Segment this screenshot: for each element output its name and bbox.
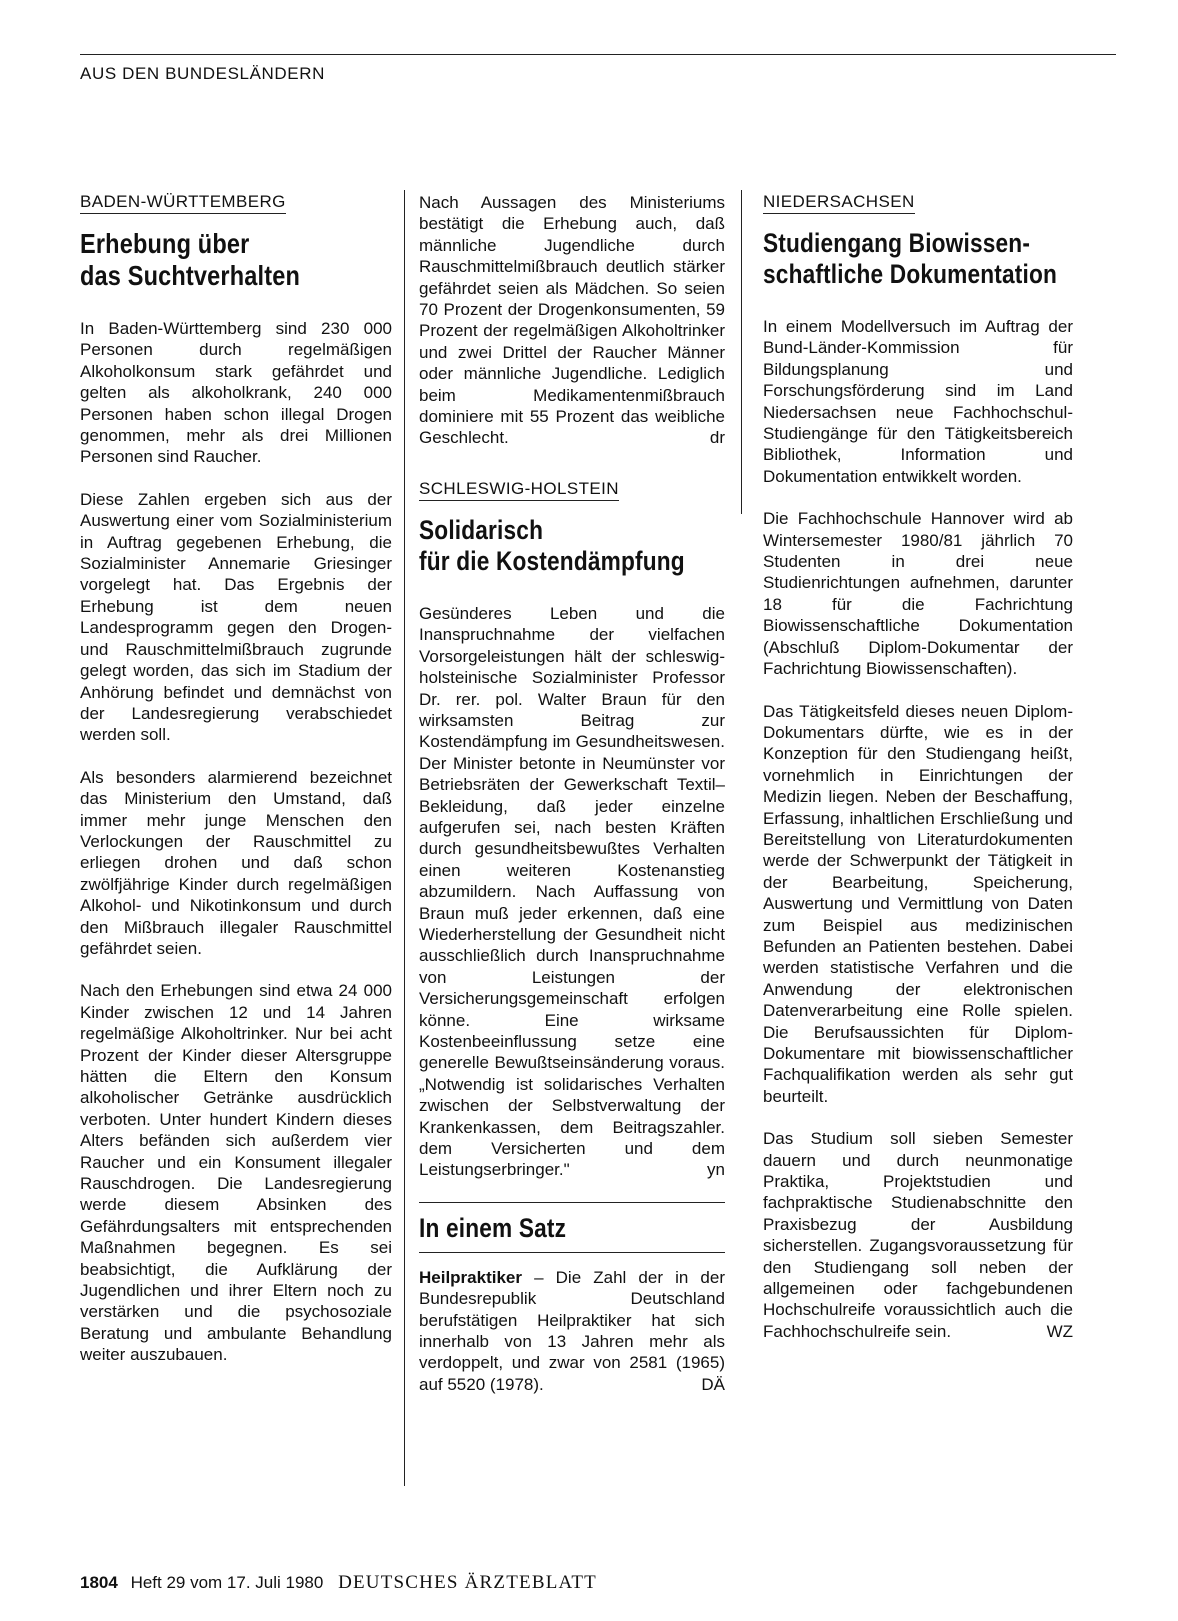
page-number: 1804 xyxy=(80,1573,118,1592)
author-signature: yn xyxy=(707,1160,725,1180)
region-label: BADEN-WÜRTTEMBERG xyxy=(80,192,286,214)
region-label: NIEDERSACHSEN xyxy=(763,192,915,214)
article-title-line: das Suchtverhalten xyxy=(80,260,301,291)
issue-info: Heft 29 vom 17. Juli 1980 xyxy=(130,1573,324,1592)
article-paragraph: Als besonders alarmierend bezeichnet das Ministerium den Umstand, daß immer mehr junge Menschen den Verlockungen der Rauschmittel zu erliegen drohen und daß schon zwölfjährige Kinder durch regelmäßigen Alkohol- und Nikotinkonsum und durch den Mißbrauch illegaler Rauschmittel gefährdet seien. xyxy=(80,767,392,958)
masthead: DEUTSCHES ÄRZTEBLATT xyxy=(338,1572,597,1593)
article-paragraph xyxy=(419,192,725,449)
article-paragraph: Das Tätigkeitsfeld dieses neuen Diplom-Dokumentars dürfte, wie es in der Konzeption für den Studiengang heißt, vornehmlich in Einrichtungen der Medizin liegen. Neben der Beschaffung, Erfassung, inhaltlichen Erschließung und Bereitstellung von Literaturdokumenten werde der Schwerpunkt der Tätigkeit in der Bearbeitung, Speicherung, Auswertung und Vermittlung von Daten zum Beispiel aus medizinischen Befunden an Patienten bestehen. Dabei werden statistische Verfahren und die Anwendung der elektronischen Datenverarbeitung eine Rolle spielen. Die Berufsaussichten für Diplom-Dokumentare mit biowissenschaftlicher Fachqualifikation werden als sehr gut beurteilt. xyxy=(763,701,1073,1106)
article-paragraph: Diese Zahlen ergeben sich aus der Auswertung einer vom Sozialministerium in Auftrag gegebenen Erhebung, die Sozialminister Annemarie Griesinger vorgelegt hat. Das Ergebnis der Erhebung ist dem neuen Landesprogramm gegen den Drogen- und Rauschmittelmißbrauch zugrunde gelegt worden, das sich im Stadium der Anhörung befindet und demnächst von der Landesregierung verabschiedet werden soll. xyxy=(80,489,392,745)
author-signature: DÄ xyxy=(701,1374,725,1394)
article-title-line: schaftliche Dokumentation xyxy=(763,259,1058,289)
column-left xyxy=(80,192,392,1387)
article-title xyxy=(419,514,685,577)
brief-news-text: – Die Zahl der in der Bundesrepublik Deutschland berufstätigen Heilpraktiker hat sich innerhalb von 13 Jahren mehr als verdoppelt, und zwar von 2581 (1965) auf 5520 (1978). xyxy=(419,1267,725,1394)
top-rule xyxy=(80,54,1116,55)
article-paragraph xyxy=(419,603,725,1181)
author-signature: WZ xyxy=(1046,1321,1073,1341)
page-footer xyxy=(80,1572,597,1594)
column-middle xyxy=(419,192,725,1416)
article-title xyxy=(80,228,342,292)
brief-news-item xyxy=(419,1267,725,1395)
article-paragraph: Die Fachhochschule Hannover wird ab Wintersemester 1980/81 jährlich 70 Studenten in drei neue Studienrichtungen aufnehmen, darunter 18 für die Fachrichtung Biowissenschaftliche Dokumentation (Abschluß Diplom-Dokumentar der Fachrichtung Biowissenschaften). xyxy=(763,509,1073,679)
running-head: AUS DEN BUNDESLÄNDERN xyxy=(80,64,325,83)
article-paragraph: In Baden-Württemberg sind 230 000 Personen durch regelmäßigen Alkoholkonsum stark gefährdet und gelten als alkoholkrank, 240 000 Personen haben schon illegal Drogen genommen, mehr als drei Millionen Personen sind Raucher. xyxy=(80,319,392,467)
article-title-line: Erhebung über xyxy=(80,228,250,259)
article-paragraph xyxy=(763,1128,1073,1342)
brief-news-lead: Heilpraktiker xyxy=(419,1267,522,1287)
column-divider xyxy=(741,190,742,514)
continuation-text: Nach Aussagen des Ministeriums bestätigt die Erhebung auch, daß männliche Jugendliche durch Rauschmittelmißbrauch deutlich stärker gefährdet seien als Mädchen. So seien 70 Prozent der Drogenkonsumenten, 59 Prozent der regelmäßigen Alkoholtrinker und zwei Drittel der Raucher Männer oder männliche Jugendliche. Lediglich beim Medikamentenmißbrauch dominiere mit 55 Prozent das weibliche Geschlecht. xyxy=(419,193,725,448)
article-text: Das Studium soll sieben Semester dauern und durch neunmonatige Praktika, Projektstudien und fachpraktische Studienabschnitte den Praxisbezug der Ausbildung sicherstellen. Zugangsvoraussetzung für den Studiengang soll neben der allgemeinen oder fachgebundenen Hochschulreife voraussichtlich auch die Fachhochschulreife sein. xyxy=(763,1129,1073,1341)
column-right xyxy=(763,192,1073,1363)
article-title-line: Studiengang Biowissen- xyxy=(763,228,1031,258)
article-title-line: für die Kostendämpfung xyxy=(419,545,685,576)
region-label: SCHLESWIG-HOLSTEIN xyxy=(419,479,619,501)
article-paragraph: Nach den Erhebungen sind etwa 24 000 Kinder zwischen 12 und 14 Jahren regelmäßige Alkoholtrinker. Nur bei acht Prozent der Kinder dieser Altersgruppe hätten die Eltern den Konsum alkoholischer Getränke ausdrücklich verboten. Unter hundert Kindern dieses Alters befänden sich außerdem vier Raucher und ein Konsument illegaler Rauschdrogen. Die Landesregierung werde diesem Absinken des Gefährdungsalters mit entsprechenden Maßnahmen begegnen. Es sei beabsichtigt, die Aufklärung der Jugendlichen und ihrer Eltern noch zu verstärken und die psychosoziale Beratung und ambulante Behandlung weiter auszubauen. xyxy=(80,981,392,1365)
article-paragraph: In einem Modellversuch im Auftrag der Bund-Länder-Kommission für Bildungsplanung und Forschungsförderung sind im Land Niedersachsen neue Fachhochschul-Studiengänge für den Tätigkeitsbereich Bibliothek, Information und Dokumentation entwikkelt worden. xyxy=(763,317,1073,486)
article-title xyxy=(763,228,1058,290)
article-text: Gesünderes Leben und die Inanspruchnahme der vielfachen Vorsorgeleistungen hält der schleswig-holsteinische Sozialminister Professor Dr. rer. pol. Walter Braun für den wirksamsten Beitrag zur Kostendämpfung im Gesundheitswesen. Der Minister betonte in Neumünster vor Betriebsräten der Gewerkschaft Textil–Bekleidung, daß jeder einzelne aufgerufen sei, nach besten Kräften durch gesundheitsbewußtes Verhalten einen weiteren Kostenanstieg abzumildern. Nach Auffassung von Braun muß jeder erkennen, daß eine Wiederherstellung der Gesundheit nicht ausschließlich durch Inanspruchnahme von Leistungen der Versicherungsgemeinschaft erfolgen könne. Eine wirksame Kostenbeeinflussung setze eine generelle Bewußtseinsänderung voraus. „Notwendig ist solidarisches Verhalten zwischen der Selbstverwaltung der Krankenkassen, dem Beitragszahler. dem Versicherten und dem Leistungserbringer." xyxy=(419,603,725,1180)
brief-news-title: In einem Satz xyxy=(419,1212,567,1243)
author-signature: dr xyxy=(709,428,725,448)
brief-news-header xyxy=(419,1202,725,1253)
column-divider xyxy=(404,190,405,1486)
article-title-line: Solidarisch xyxy=(419,514,544,545)
